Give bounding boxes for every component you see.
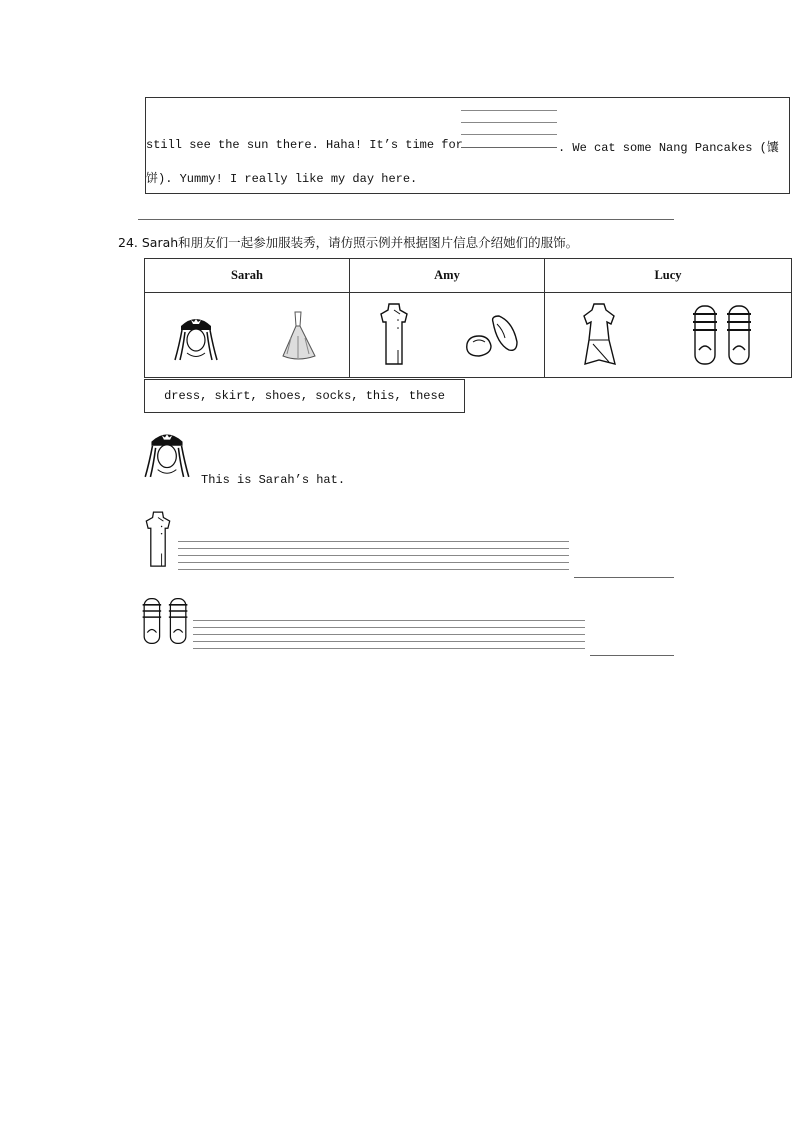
answer-blank-1[interactable] bbox=[574, 577, 674, 578]
example-sentence: This is Sarah’s hat. bbox=[201, 473, 346, 487]
skirt-icon bbox=[273, 308, 323, 363]
answer-line bbox=[193, 648, 585, 649]
dress-icon bbox=[579, 300, 619, 370]
answer-line bbox=[178, 562, 569, 563]
header-lucy: Lucy bbox=[545, 259, 792, 293]
answer-line bbox=[193, 627, 585, 628]
sarah-pictures bbox=[145, 293, 350, 378]
clothes-table bbox=[144, 258, 792, 378]
question-title: 24. Sarah和朋友们一起参加服装秀，请仿照示例并根据图片信息介绍她们的服饰。 bbox=[118, 235, 579, 250]
hat-icon bbox=[171, 308, 221, 363]
header-sarah: Sarah bbox=[145, 259, 350, 293]
answer-line bbox=[461, 110, 557, 111]
sandals-icon bbox=[687, 300, 757, 370]
answer-line bbox=[193, 641, 585, 642]
answer-line bbox=[178, 541, 569, 542]
word-bank: dress, skirt, shoes, socks, this, these bbox=[144, 379, 465, 413]
answer-line bbox=[193, 620, 585, 621]
answer-line bbox=[461, 122, 557, 123]
passage-line-1: still see the sun there. Haha! It’s time for bbox=[146, 138, 463, 152]
lucy-pictures bbox=[545, 293, 792, 378]
passage-line-1-end: . We cat some Nang Pancakes (馕 bbox=[558, 141, 779, 155]
sandals-icon bbox=[138, 590, 192, 652]
answer-line bbox=[178, 548, 569, 549]
shoes-icon bbox=[461, 308, 521, 363]
answer-line bbox=[178, 569, 569, 570]
passage-line-2: 饼). Yummy! I really like my day here. bbox=[146, 172, 418, 186]
answer-line bbox=[178, 555, 569, 556]
divider bbox=[138, 219, 674, 220]
answer-blank[interactable] bbox=[461, 147, 557, 148]
dress-icon bbox=[374, 300, 414, 370]
amy-pictures bbox=[350, 293, 545, 378]
dress-icon bbox=[140, 505, 176, 575]
hat-icon bbox=[141, 423, 193, 480]
answer-line bbox=[193, 634, 585, 635]
answer-blank-2[interactable] bbox=[590, 655, 674, 656]
header-amy: Amy bbox=[350, 259, 545, 293]
answer-line bbox=[461, 134, 557, 135]
